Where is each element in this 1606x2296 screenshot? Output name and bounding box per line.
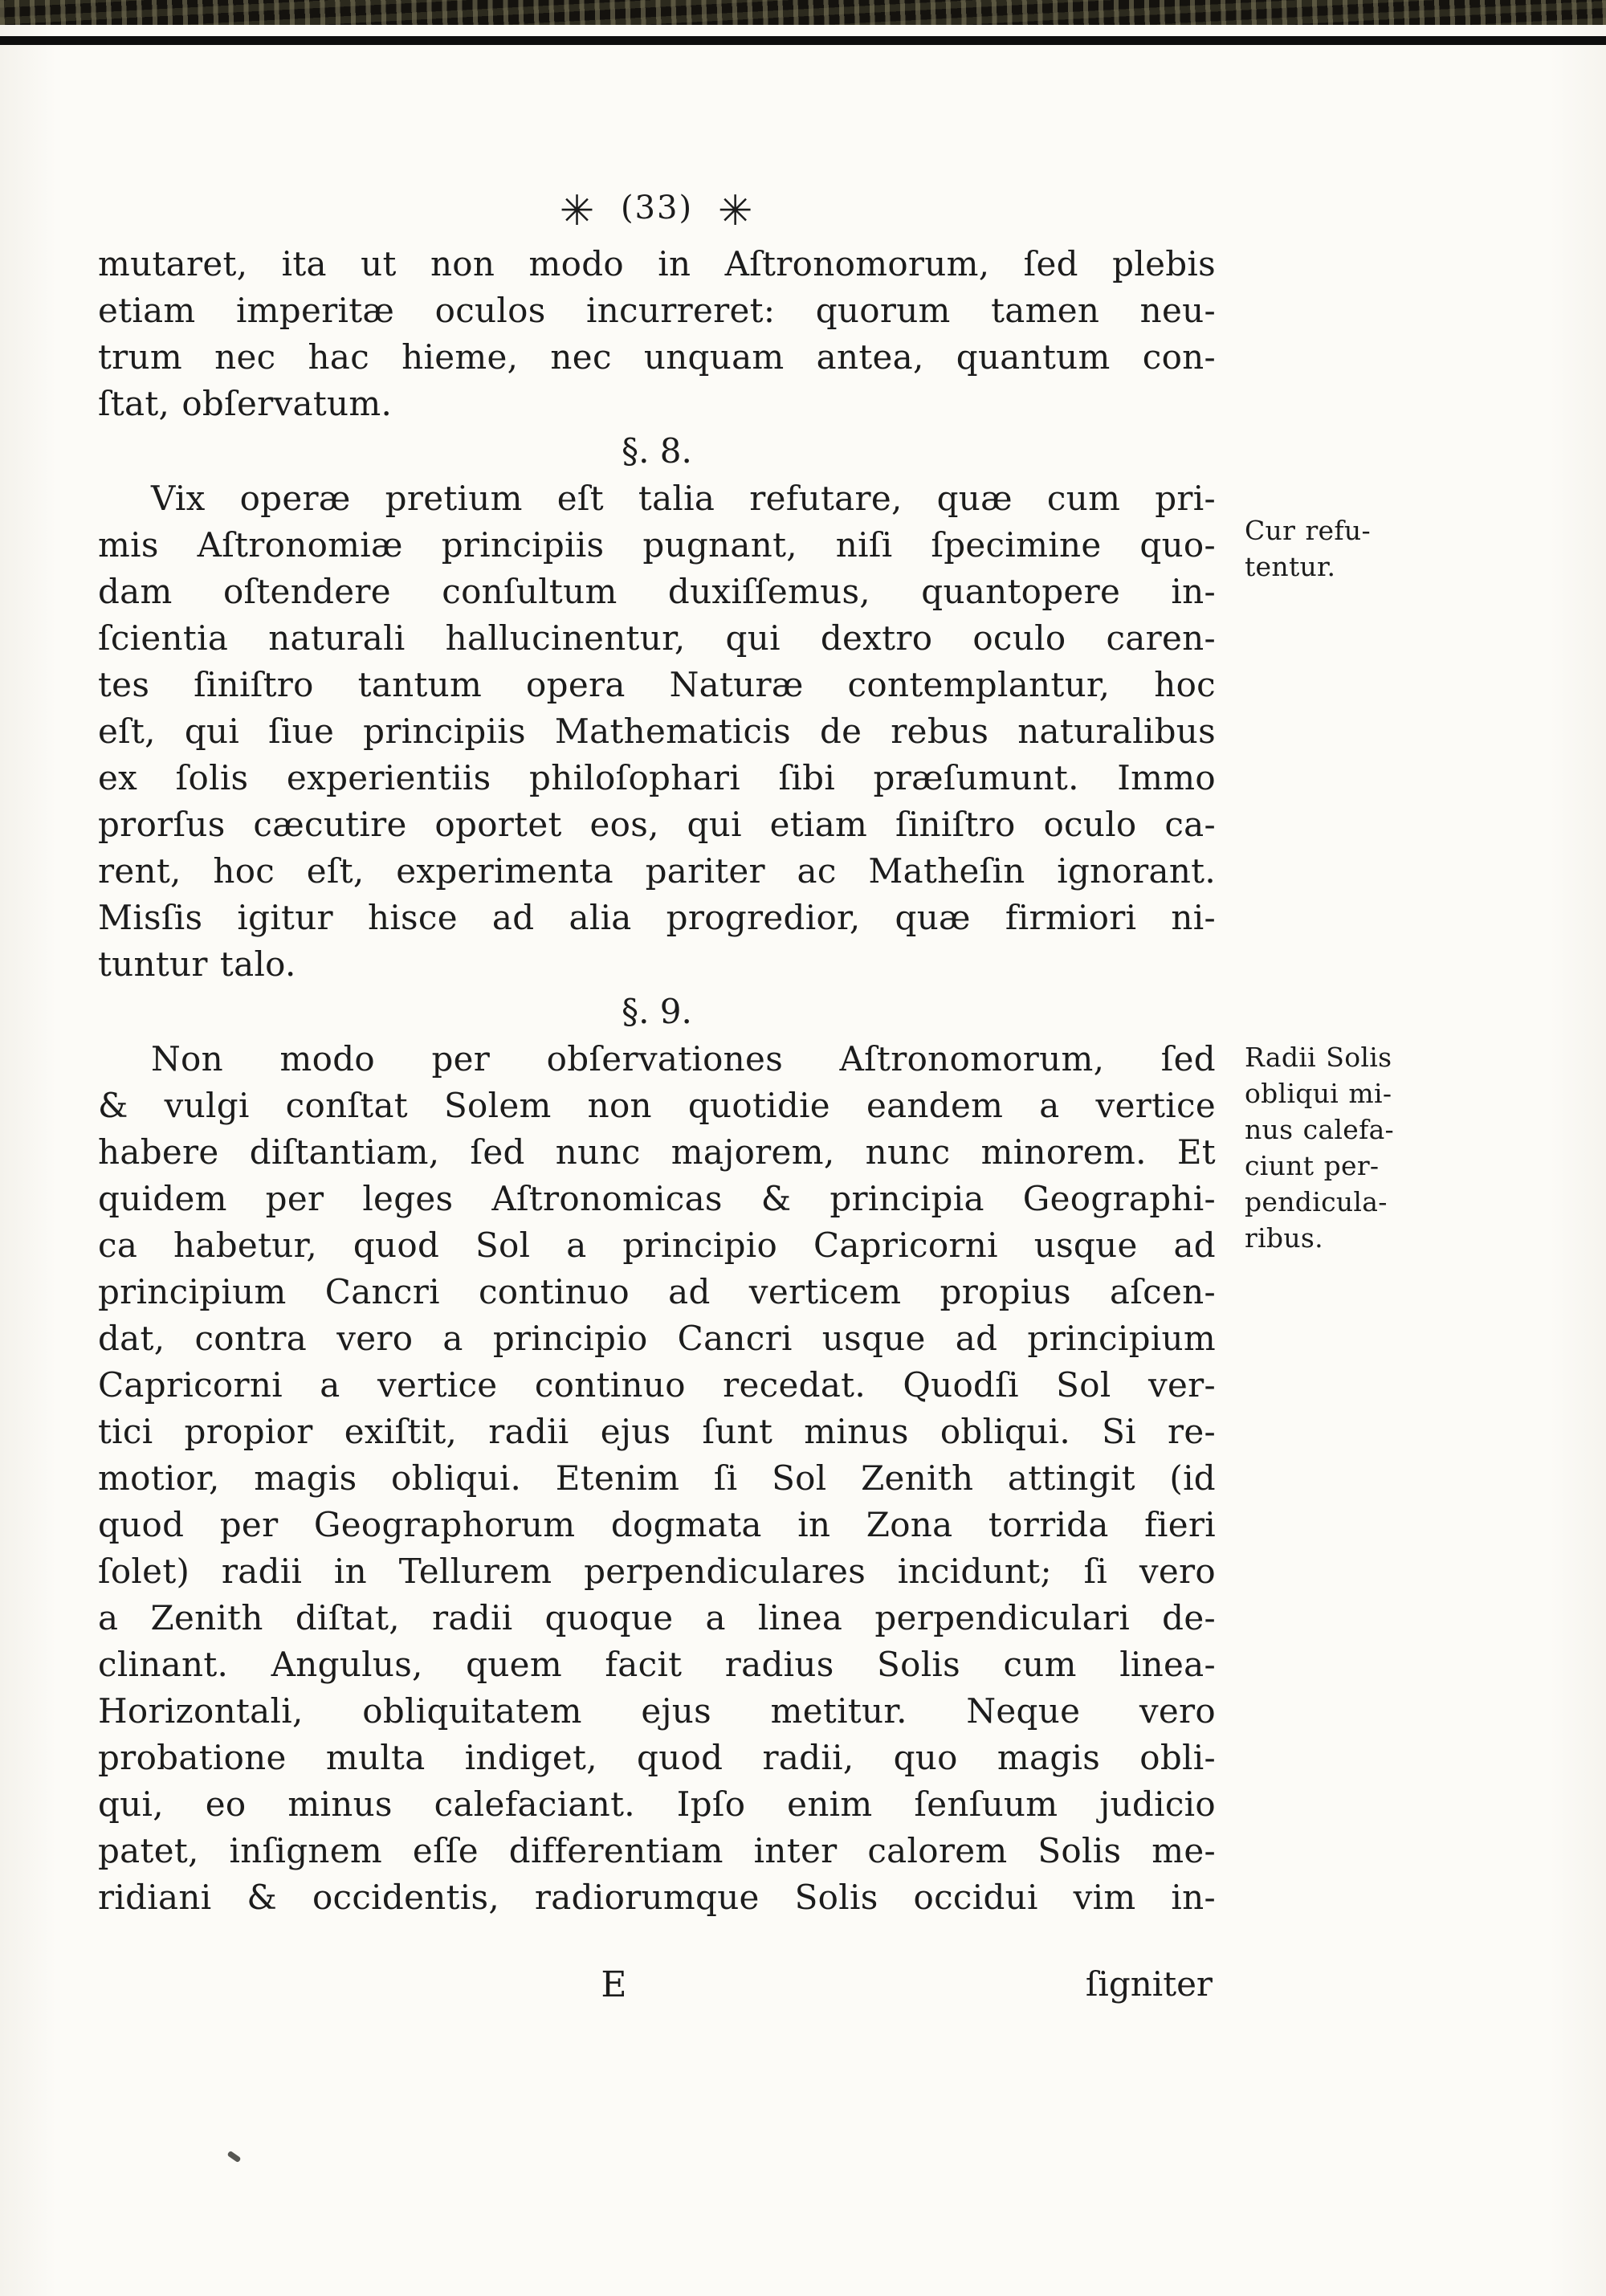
- text-line: trum nec hac hieme, nec unquam antea, quantum con-: [98, 337, 1216, 377]
- text-line: quod per Geographorum dogmata in Zona torrida fieri: [98, 1505, 1216, 1544]
- text-line: principium Cancri continuo ad verticem propius aſcen-: [98, 1272, 1216, 1311]
- text-line: nus calefa-: [1245, 1114, 1395, 1145]
- text-line: rent, hoc eſt, experimenta pariter ac Matheſin ignorant.: [98, 851, 1216, 891]
- section-heading: §. 8.: [622, 431, 692, 471]
- text-line: ſtat, obſervatum.: [98, 384, 393, 423]
- asterisk-ornament-icon: ✳: [717, 187, 755, 235]
- text-line: ribus.: [1245, 1222, 1323, 1254]
- text-line: probatione multa indiget, quod radii, quo magis obli-: [98, 1738, 1216, 1777]
- text-line: ca habetur, quod Sol a principio Capricorni usque ad: [98, 1225, 1216, 1265]
- text-line: eſt, qui ſiue principiis Mathematicis de rebus naturalibus: [98, 712, 1216, 751]
- catchword: ſigniter: [1085, 1964, 1213, 2004]
- text-line: Capricorni a vertice continuo recedat. Quodſi Sol ver-: [98, 1365, 1216, 1405]
- text-line: mis Aſtronomiæ principiis pugnant, niſi ſpecimine quo-: [98, 525, 1216, 565]
- text-line: clinant. Angulus, quem facit radius Solis cum linea-: [98, 1645, 1216, 1684]
- text-line: ridiani & occidentis, radiorumque Solis occidui vim in-: [98, 1878, 1216, 1917]
- scan-edge-band: [0, 0, 1606, 25]
- text-line: motior, magis obliqui. Etenim ſi Sol Zenith attingit (id: [98, 1458, 1216, 1498]
- text-line: tes ſiniſtro tantum opera Naturæ contemplantur, hoc: [98, 665, 1216, 704]
- section-heading: §. 9.: [622, 992, 692, 1031]
- margin-note: [1245, 512, 1447, 585]
- text-line: ciunt per-: [1245, 1150, 1380, 1181]
- paragraph: [98, 241, 1216, 427]
- paragraph: [98, 475, 1371, 988]
- text-line: qui, eo minus calefaciant. Ipſo enim ſenſuum judicio: [98, 1784, 1216, 1824]
- text-line: Radii Solis: [1245, 1042, 1392, 1073]
- page-header: [98, 187, 1216, 241]
- text-line: dam oſtendere conſultum duxiſſemus, quantopere in-: [98, 572, 1216, 611]
- text-line: ex ſolis experientiis philoſophari ſibi præſumunt. Immo: [98, 758, 1216, 797]
- text-line: etiam imperitæ oculos incurreret: quorum tamen neu-: [98, 291, 1216, 330]
- page-footer: [98, 1964, 1216, 2011]
- text-line: Non modo per obſervationes Aſtronomorum, ſed: [151, 1039, 1216, 1079]
- text-line: quidem per leges Aſtronomicas & principia Geographi-: [98, 1179, 1216, 1218]
- text-line: patet, inſignem eſſe differentiam inter calorem Solis me-: [98, 1831, 1216, 1870]
- text-line: dat, contra vero a principio Cancri usque ad principium: [98, 1319, 1216, 1358]
- text-line: obliqui mi-: [1245, 1078, 1392, 1109]
- signature-mark: E: [601, 1964, 627, 2005]
- text-line: ſcientia naturali hallucinentur, qui dextro oculo caren-: [98, 618, 1216, 658]
- header-rule: [0, 36, 1606, 45]
- text-line: prorſus cæcutire oportet eos, qui etiam ſiniſtro oculo ca-: [98, 805, 1216, 844]
- margin-note: [1245, 1039, 1447, 1256]
- text-line: habere diſtantiam, ſed nunc majorem, nunc minorem. Et: [98, 1132, 1216, 1172]
- text-line: Vix operæ pretium eſt talia refutare, quæ cum pri-: [151, 479, 1216, 518]
- text-block: [98, 187, 1395, 2011]
- text-line: Cur refu-: [1245, 515, 1371, 546]
- text-line: tuntur talo.: [98, 944, 296, 984]
- text-line: tentur.: [1245, 551, 1336, 582]
- ink-speck: [227, 2151, 242, 2163]
- text-line: Horizontali, obliquitatem ejus metitur. Neque vero: [98, 1691, 1216, 1731]
- text-line: pendicula-: [1245, 1186, 1388, 1217]
- text-line: mutaret, ita ut non modo in Aſtronomorum, ſed plebis: [98, 244, 1216, 283]
- text-line: a Zenith diſtat, radii quoque a linea perpendiculari de-: [98, 1598, 1216, 1637]
- asterisk-ornament-icon: ✳: [559, 187, 597, 235]
- paragraph: [98, 1036, 1395, 1921]
- page-number: (33): [620, 190, 694, 226]
- text-line: tici propior exiſtit, radii ejus ſunt minus obliqui. Si re-: [98, 1412, 1216, 1451]
- text-line: & vulgi conſtat Solem non quotidie eandem a vertice: [98, 1086, 1216, 1125]
- text-line: Misſis igitur hisce ad alia progredior, quæ firmiori ni-: [98, 898, 1216, 937]
- text-line: ſolet) radii in Tellurem perpendiculares incidunt; ſi vero: [98, 1552, 1216, 1591]
